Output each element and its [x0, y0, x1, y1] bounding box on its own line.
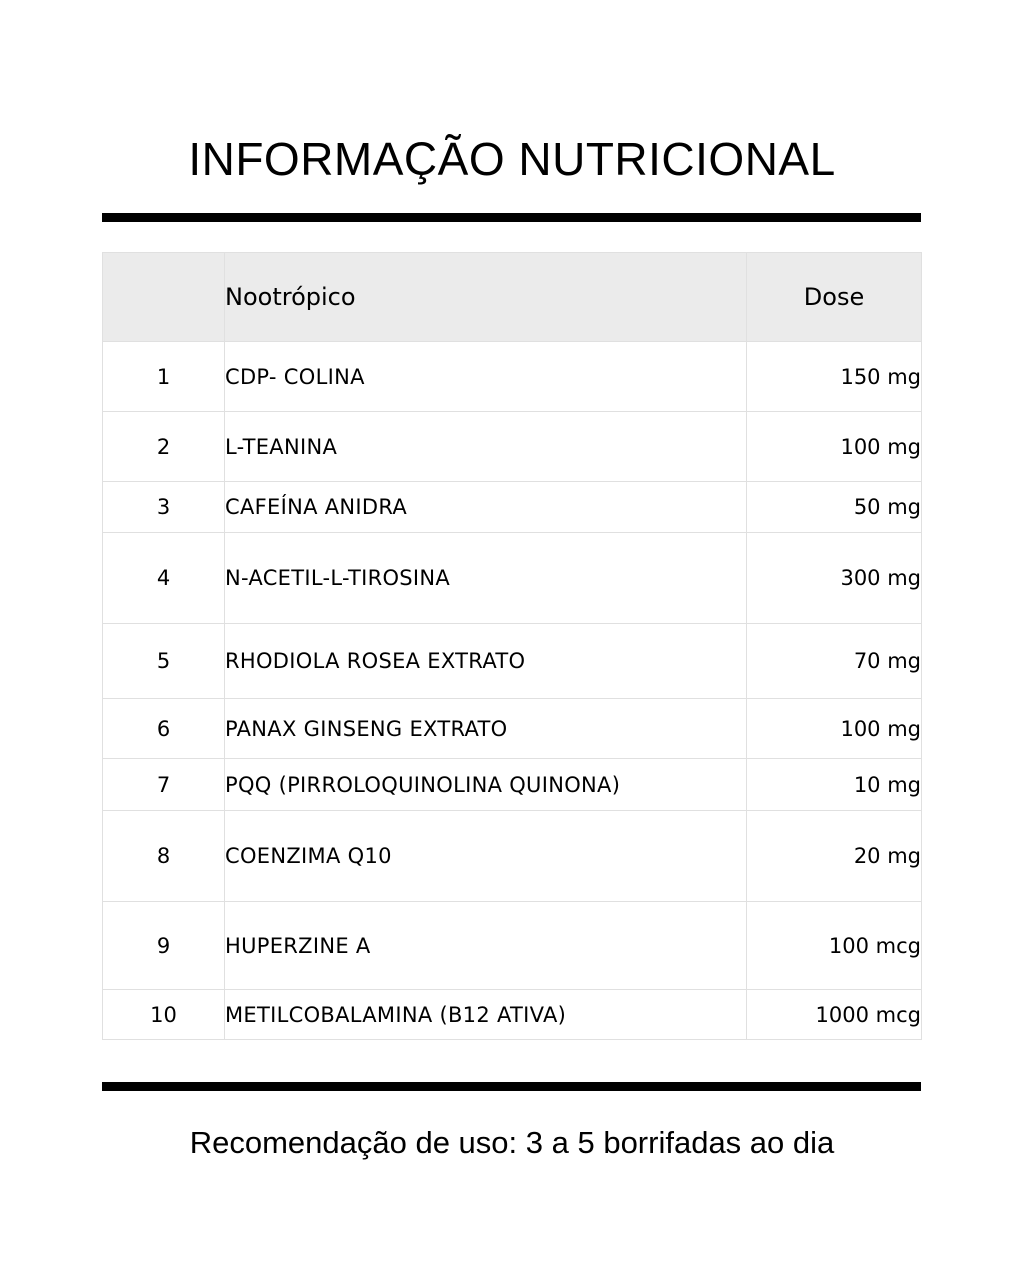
row-nootropic: PQQ (PIRROLOQUINOLINA QUINONA): [225, 759, 747, 811]
table-row: [103, 990, 922, 1040]
row-nootropic: CAFEÍNA ANIDRA: [225, 482, 747, 533]
header-number: [103, 253, 225, 342]
row-number: 9: [103, 902, 225, 990]
page-title: INFORMAÇÃO NUTRICIONAL: [188, 133, 836, 185]
row-number: 6: [103, 699, 225, 759]
table-row: [103, 412, 922, 482]
row-nootropic: N-ACETIL-L-TIROSINA: [225, 533, 747, 624]
table-row: [103, 902, 922, 990]
row-number: 8: [103, 811, 225, 902]
row-number: 7: [103, 759, 225, 811]
row-nootropic: METILCOBALAMINA (B12 ATIVA): [225, 990, 747, 1040]
table-row: [103, 699, 922, 759]
nutrition-table: [102, 252, 922, 1040]
table-row: [103, 533, 922, 624]
row-number: 4: [103, 533, 225, 624]
row-dose: 100 mcg: [747, 902, 922, 990]
row-nootropic: PANAX GINSENG EXTRATO: [225, 699, 747, 759]
row-number: 5: [103, 624, 225, 699]
row-nootropic: HUPERZINE A: [225, 902, 747, 990]
table-row: [103, 342, 922, 412]
row-number: 2: [103, 412, 225, 482]
row-nootropic: L-TEANINA: [225, 412, 747, 482]
row-nootropic: COENZIMA Q10: [225, 811, 747, 902]
row-dose: 50 mg: [747, 482, 922, 533]
top-divider: [102, 213, 921, 222]
usage-recommendation: Recomendação de uso: 3 a 5 borrifadas ao dia: [189, 1125, 835, 1160]
table-row: [103, 759, 922, 811]
row-dose: 100 mg: [747, 699, 922, 759]
table-row: [103, 811, 922, 902]
bottom-divider: [102, 1082, 921, 1091]
row-number: 10: [103, 990, 225, 1040]
row-nootropic: RHODIOLA ROSEA EXTRATO: [225, 624, 747, 699]
row-dose: 10 mg: [747, 759, 922, 811]
header-nootropic: Nootrópico: [225, 253, 747, 342]
row-dose: 20 mg: [747, 811, 922, 902]
row-dose: 300 mg: [747, 533, 922, 624]
table-row: [103, 482, 922, 533]
row-number: 1: [103, 342, 225, 412]
table-header-row: [103, 253, 922, 342]
row-dose: 150 mg: [747, 342, 922, 412]
table-row: [103, 624, 922, 699]
row-dose: 1000 mcg: [747, 990, 922, 1040]
header-dose: Dose: [747, 253, 922, 342]
row-dose: 100 mg: [747, 412, 922, 482]
row-dose: 70 mg: [747, 624, 922, 699]
row-number: 3: [103, 482, 225, 533]
row-nootropic: CDP- COLINA: [225, 342, 747, 412]
